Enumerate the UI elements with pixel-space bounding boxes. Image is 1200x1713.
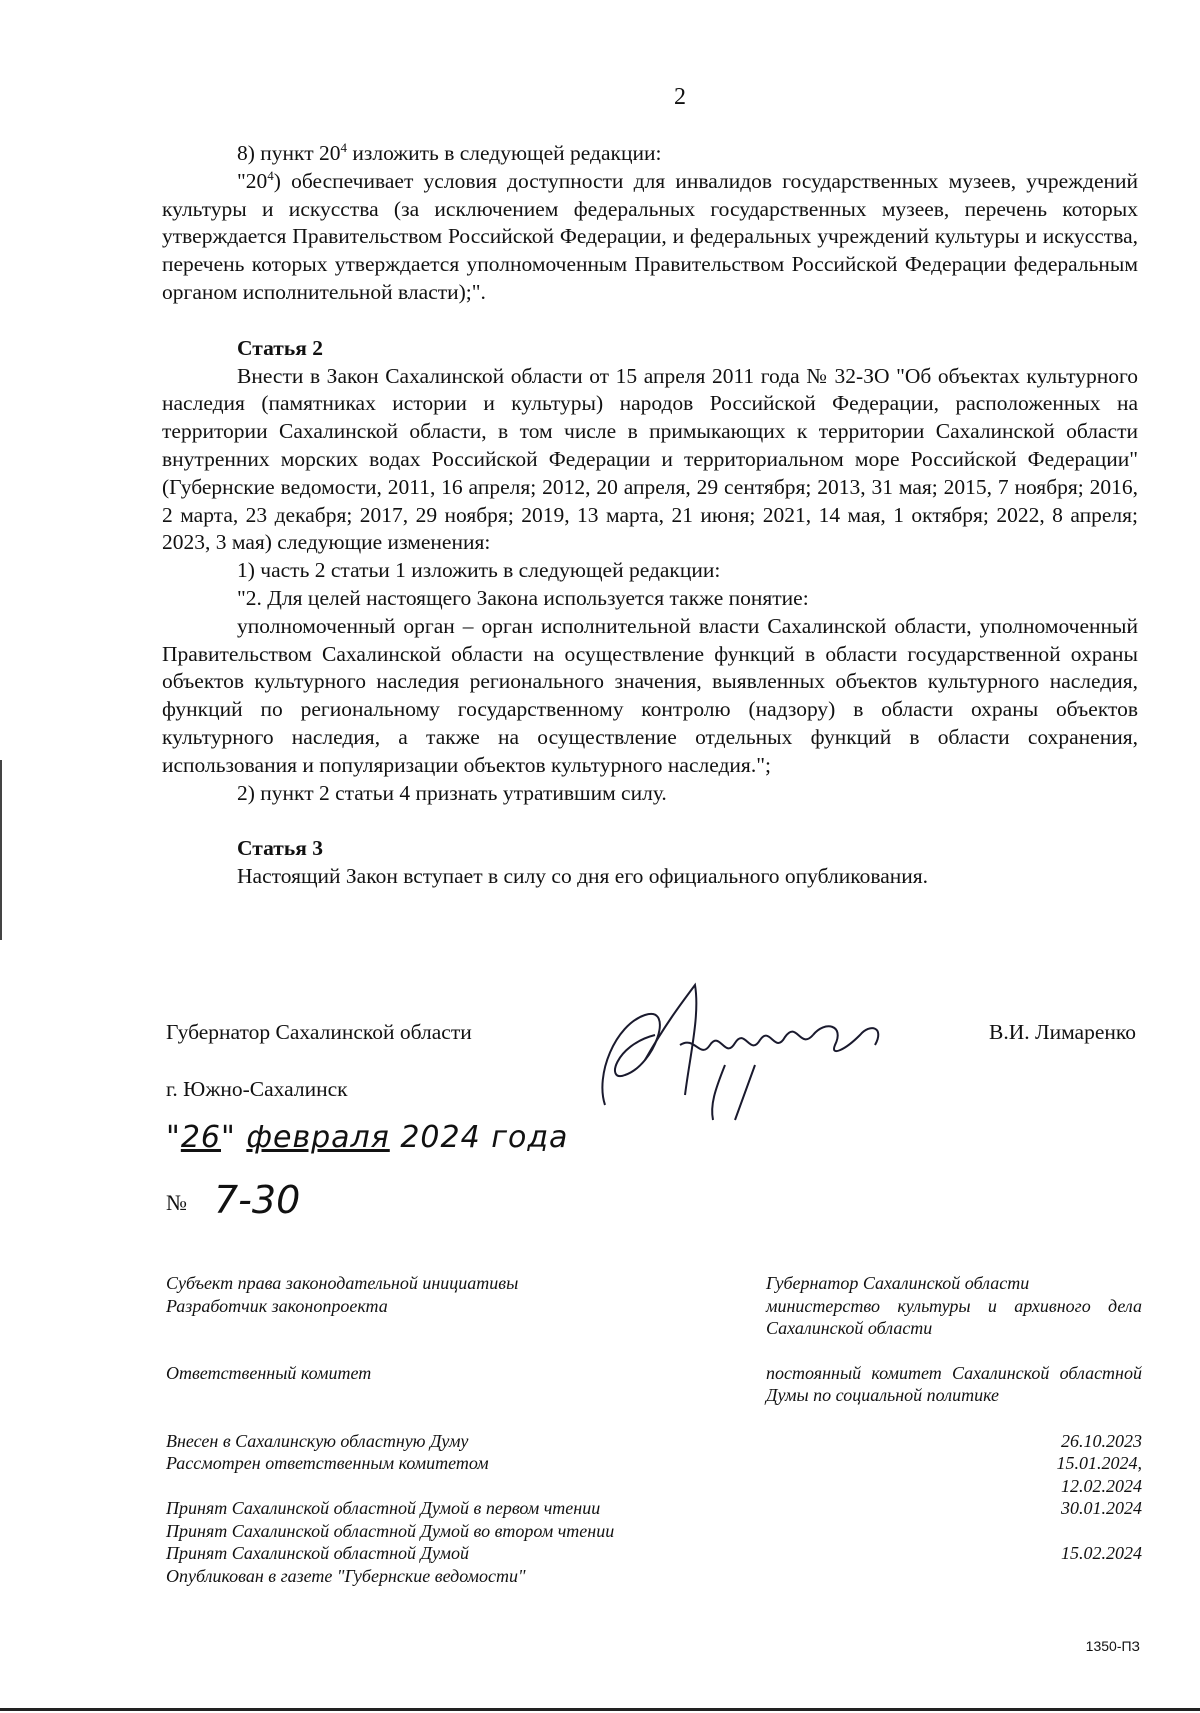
info-value: 26.10.2023 <box>1061 1430 1142 1451</box>
info-label: Разработчик законопроекта <box>166 1295 388 1316</box>
info-row-developer <box>166 1295 1142 1340</box>
info-row-submitted <box>166 1430 1142 1453</box>
info-row-published <box>166 1565 1142 1588</box>
info-label: Ответственный комитет <box>166 1362 372 1383</box>
info-value: 15.02.2024 <box>1061 1543 1142 1563</box>
info-value: 30.01.2024 <box>1061 1498 1142 1518</box>
item-8-text-end: изложить в следующей редакции: <box>346 141 662 165</box>
info-label: Субъект права законодательной инициативы <box>166 1273 519 1293</box>
article-2-quote-1: "2. Для целей настоящего Закона используется также понятие: <box>237 585 809 610</box>
document-code: 1350-ПЗ <box>1085 1638 1140 1654</box>
date-quote: " <box>166 1120 181 1155</box>
info-value: Губернатор Сахалинской области <box>766 1273 1030 1293</box>
info-value: постоянный комитет Сахалинской областной Думы по социальной политике <box>766 1362 1142 1405</box>
law-number: 7-30 <box>214 1178 301 1222</box>
page-number: 2 <box>674 84 686 110</box>
signing-date <box>166 1120 568 1155</box>
item-8 <box>162 140 1138 168</box>
signatory-name: В.И. Лимаренко <box>989 1020 1136 1044</box>
info-row-second-reading <box>166 1520 1142 1543</box>
info-row-committee <box>166 1362 1142 1430</box>
info-label: Опубликован в газете "Губернские ведомости" <box>166 1565 526 1586</box>
info-value: министерство культуры и архивного дела Сахалинской области <box>766 1295 1142 1338</box>
signing-city: г. Южно-Сахалинск <box>166 1077 348 1101</box>
info-label: Внесен в Сахалинскую областную Думу <box>166 1430 469 1451</box>
article-2-title: Статья 2 <box>237 335 323 360</box>
info-row-reviewed <box>166 1452 1142 1497</box>
info-label: Принят Сахалинской областной Думой в первом чтении <box>166 1498 601 1518</box>
item-8-text: 8) пункт 20 <box>237 141 341 165</box>
item-8-quote <box>162 168 1138 307</box>
info-label: Рассмотрен ответственным комитетом <box>166 1453 489 1473</box>
article-3-title: Статья 3 <box>237 836 323 861</box>
date-quote: " <box>221 1120 247 1155</box>
scan-edge-mark <box>0 760 5 940</box>
article-3-text: Настоящий Закон вступает в силу со дня его официального опубликования. <box>237 864 929 889</box>
info-value: 15.01.2024, <box>1056 1453 1142 1473</box>
info-label: Принят Сахалинской областной Думой <box>166 1543 470 1563</box>
article-2-item-2: 2) пункт 2 статьи 4 признать утратившим силу. <box>237 780 667 805</box>
superscript: 4 <box>267 167 274 183</box>
signatory-role: Губернатор Сахалинской области <box>166 1020 472 1044</box>
law-body <box>162 140 1138 891</box>
handwritten-signature <box>585 965 905 1125</box>
article-2-intro: Внести в Закон Сахалинской области от 15 апреля 2011 года № 32-ЗО "Об объектах культурного наследия (памятниках истории и культуры) народов Российской Федерации, расположенных на территории Сахалинской области, в том числе в примыкающих к территории Сахалинской области внутренних морских водах Российской Федерации и территориальном море Российской Федерации" (Губернские ведомости, 2011, 16 апреля; 2012, 20 апреля, 29 сентября; 2013, 31 мая; 2015, 7 ноября; 2016, 2 марта, 23 декабря; 2017, 29 ноября; 2019, 13 марта, 21 июня; 2021, 14 мая, 1 октября; 2022, 8 апреля; 2023, 3 мая) следующие изменения: <box>162 363 1138 555</box>
date-day: 26 <box>180 1120 221 1155</box>
date-month: февраля <box>246 1120 390 1155</box>
scan-edge-line <box>0 1708 1200 1711</box>
law-number-label: № <box>166 1190 187 1215</box>
quote-text: ) обеспечивает условия доступности для инвалидов государственных музеев, учреждений культуры и искусства (за исключением федеральных государственных музеев, перечень которых утверждается Правительством Российской Федерации, и федеральных учреждений культуры и искусства, перечень которых утверждается уполномоченным Правительством Российской Федерации федеральным органом исполнительной власти);". <box>162 168 1138 304</box>
superscript: 4 <box>340 139 347 155</box>
info-row-first-reading <box>166 1497 1142 1520</box>
date-year: 2024 года <box>389 1120 569 1155</box>
quote-start: "20 <box>237 168 268 193</box>
legislative-info <box>166 1272 1142 1587</box>
info-value: 12.02.2024 <box>1061 1475 1142 1496</box>
article-2-quote-2: уполномоченный орган – орган исполнительной власти Сахалинской области, уполномоченный Правительством Сахалинской области на осуществление функций в области государственной охраны объектов культурного наследия регионального значения, выявленных объектов культурного наследия, функций по региональному государственному контролю (надзору) в области охраны объектов культурного наследия, а также на осуществление отдельных функций в области сохранения, использования и популяризации объектов культурного наследия."; <box>162 613 1138 777</box>
info-row-subject <box>166 1272 1142 1295</box>
info-row-adopted <box>166 1542 1142 1565</box>
info-label: Принят Сахалинской областной Думой во втором чтении <box>166 1520 615 1541</box>
article-2-item-1: 1) часть 2 статьи 1 изложить в следующей редакции: <box>237 558 721 583</box>
